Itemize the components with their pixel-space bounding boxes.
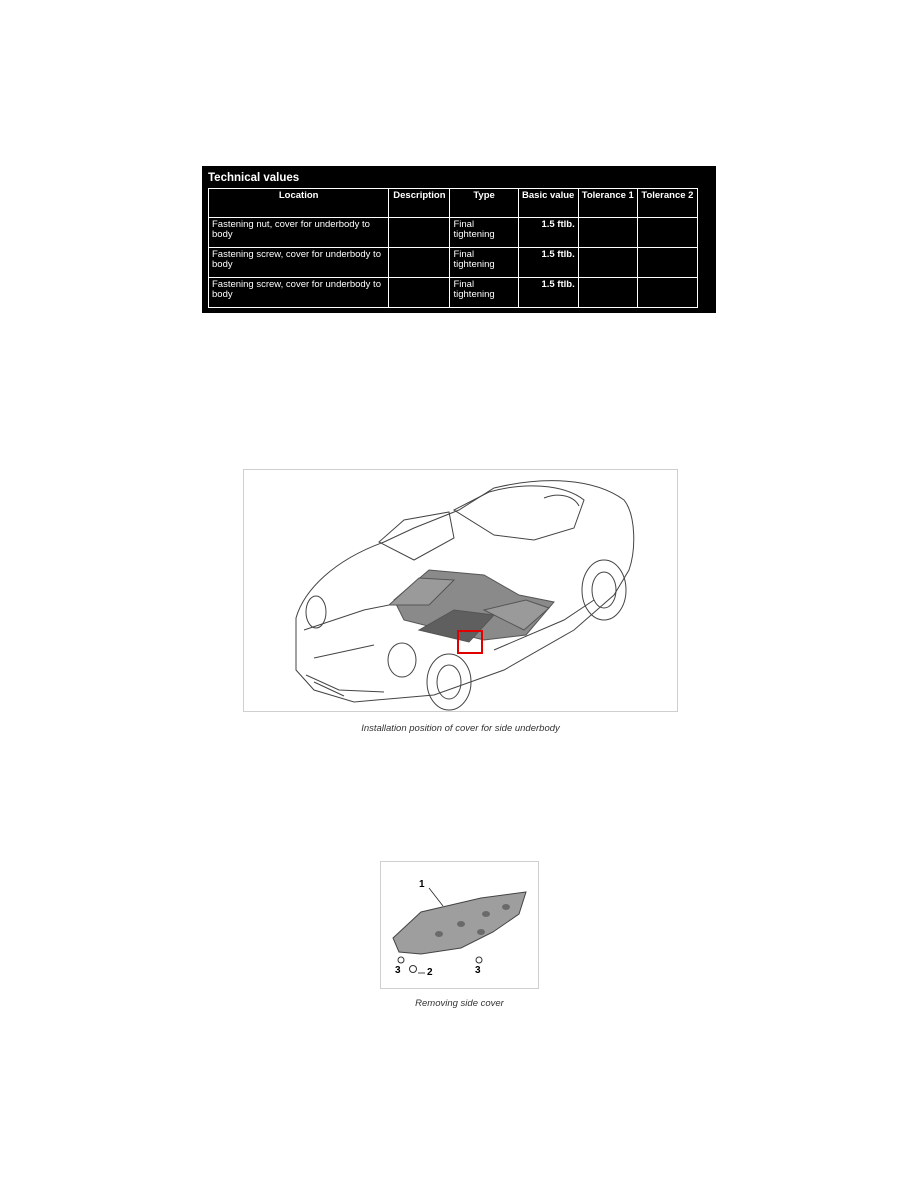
car-illustration xyxy=(244,470,677,711)
table-row xyxy=(209,218,698,248)
cell-location: Fastening nut, cover for underbody to body xyxy=(209,218,389,248)
cell-tolerance-1 xyxy=(578,278,637,308)
col-description: Description xyxy=(389,189,450,218)
col-type: Type xyxy=(450,189,518,218)
label-3-left: 3 xyxy=(395,965,401,976)
cell-basic-value: 1.5 ftlb. xyxy=(518,278,578,308)
figure1-caption: Installation position of cover for side underbody xyxy=(361,723,560,734)
label-1: 1 xyxy=(419,879,425,890)
cell-location: Fastening screw, cover for underbody to body xyxy=(209,248,389,278)
cell-description xyxy=(389,218,450,248)
cell-tolerance-2 xyxy=(637,218,697,248)
cell-description xyxy=(389,248,450,278)
col-tolerance-1: Tolerance 1 xyxy=(578,189,637,218)
col-tolerance-2: Tolerance 2 xyxy=(637,189,697,218)
cell-basic-value: 1.5 ftlb. xyxy=(518,248,578,278)
cell-basic-value: 1.5 ftlb. xyxy=(518,218,578,248)
cell-description xyxy=(389,278,450,308)
col-location: Location xyxy=(209,189,389,218)
side-cover-illustration xyxy=(381,862,538,988)
cell-type: Final tightening xyxy=(450,218,518,248)
car-underbody-figure xyxy=(243,469,678,712)
table-row xyxy=(209,248,698,278)
cell-tolerance-2 xyxy=(637,278,697,308)
cell-type: Final tightening xyxy=(450,278,518,308)
figure2-caption: Removing side cover xyxy=(415,998,504,1009)
technical-values-table xyxy=(202,166,716,313)
values-grid xyxy=(208,188,698,308)
cell-type: Final tightening xyxy=(450,248,518,278)
header-row xyxy=(209,189,698,218)
table-title: Technical values xyxy=(208,172,300,184)
cell-tolerance-1 xyxy=(578,248,637,278)
label-2: 2 xyxy=(427,967,433,978)
cell-location: Fastening screw, cover for underbody to body xyxy=(209,278,389,308)
cell-tolerance-2 xyxy=(637,248,697,278)
side-cover-figure xyxy=(380,861,539,989)
table-row xyxy=(209,278,698,308)
cell-tolerance-1 xyxy=(578,218,637,248)
label-3-right: 3 xyxy=(475,965,481,976)
col-basic-value: Basic value xyxy=(518,189,578,218)
